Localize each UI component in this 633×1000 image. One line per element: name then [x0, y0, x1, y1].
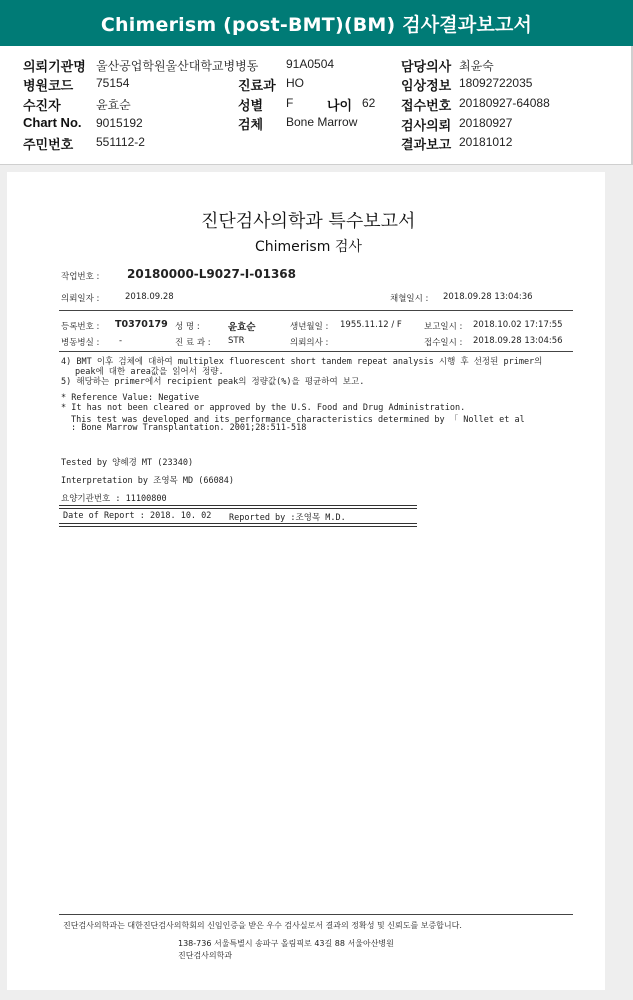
institution-label: 의뢰기관명 — [23, 59, 86, 74]
care-institution-no: 요양기관번호 : 11100800 — [61, 494, 167, 504]
clinic-label: 진 료 과 : — [175, 338, 211, 348]
rule-2 — [59, 351, 573, 352]
clinical-info-value: 18092722035 — [459, 76, 533, 90]
ordering-doctor-label: 의뢰의사 : — [290, 338, 329, 348]
name-value: 윤효순 — [228, 322, 256, 333]
specimen-value: Bone Marrow — [286, 115, 358, 129]
rule-1 — [59, 310, 573, 311]
request-date-value-doc: 2018.09.28 — [125, 292, 174, 302]
request-date-label: 검사의뢰 — [401, 118, 452, 133]
request-date-value: 20180927 — [459, 116, 513, 130]
tested-by: Tested by 양혜경 MT (23340) — [61, 458, 194, 468]
reference-value: * Reference Value: Negative — [61, 393, 200, 403]
rule-4 — [59, 523, 417, 527]
patient-info-header — [0, 46, 633, 165]
scanned-report-page — [7, 172, 605, 990]
interpretation-by: Interpretation by 조영목 MD (66084) — [61, 476, 235, 486]
sex-label: 성별 — [238, 98, 264, 113]
note-5: 5) 해당하는 primer에서 recipient peak의 정량값(%)을 평균하여 보고. — [61, 377, 365, 387]
birth-label: 생년월일 : — [290, 322, 329, 332]
report-title: 진단검사의학과 특수보고서 — [201, 211, 416, 232]
clinical-info-label: 임상정보 — [401, 78, 452, 93]
report-date-value: 20181012 — [459, 135, 513, 149]
footer-address: 138-736 서울특별시 송파구 올림픽로 43길 88 서울아산병원 — [178, 939, 394, 948]
date-of-report: Date of Report : 2018. 10. 02 — [63, 511, 212, 521]
reported-by: Reported by :조영목 M.D. — [229, 513, 346, 523]
age-value: 62 — [362, 96, 376, 110]
doctor-value: 최윤숙 — [459, 59, 494, 73]
clinic-value: STR — [228, 336, 245, 346]
receive-time-label: 접수일시 : — [424, 338, 463, 348]
note-4-line-2: peak에 대한 area값을 읽어서 정량. — [75, 367, 224, 377]
sex-value: F — [286, 96, 294, 110]
window-title: Chimerism (post-BMT)(BM) 검사결과보고서 — [100, 13, 533, 36]
footer-certification: 진단검사의학과는 대한진단검사의학회의 신임인증을 받은 우수 검사실로서 결과의 정확성 및 신뢰도를 보증합니다. — [63, 921, 462, 930]
institution-value: 울산공업학원울산대학교병병동 — [96, 59, 259, 73]
report-time-value: 2018.10.02 17:17:55 — [473, 320, 563, 330]
patient-value: 윤효순 — [96, 98, 131, 112]
ward-value: - — [119, 336, 123, 346]
doctor-label: 담당의사 — [401, 59, 452, 74]
age-label: 나이 — [327, 98, 353, 113]
birth-value: 1955.11.12 / F — [340, 320, 402, 330]
hospital-code-value: 75154 — [96, 76, 130, 90]
report-time-label: 보고일시 : — [424, 322, 463, 332]
collect-date-label: 채혈일시 : — [390, 294, 429, 304]
disclaimer-line-1: * It has not been cleared or approved by the U.S. Food and Drug Administration. — [61, 403, 466, 413]
specimen-label: 검체 — [238, 117, 264, 132]
report-subtitle: Chimerism 검사 — [255, 239, 362, 255]
receipt-no-label: 접수번호 — [401, 98, 452, 113]
collect-date-value: 2018.09.28 13:04:36 — [443, 292, 533, 302]
resident-no-value: 551112-2 — [96, 135, 145, 149]
name-label: 성 명 : — [175, 322, 200, 332]
work-no-label: 작업번호 : — [61, 272, 100, 282]
institution-code: 91A0504 — [286, 57, 335, 71]
reg-no-label: 등록번호 : — [61, 322, 100, 332]
work-no-value: 20180000-L9027-I-01368 — [127, 267, 296, 281]
resident-no-label: 주민번호 — [23, 137, 74, 152]
receipt-no-value: 20180927-64088 — [459, 96, 550, 110]
window-title-bar — [0, 0, 633, 46]
request-date-label-doc: 의뢰일자 : — [61, 294, 100, 304]
hospital-code-label: 병원코드 — [23, 78, 74, 93]
receive-time-value: 2018.09.28 13:04:56 — [473, 336, 563, 346]
footer-department: 진단검사의학과 — [178, 951, 233, 960]
viewer-scroll-area[interactable] — [605, 172, 631, 990]
report-date-label: 결과보고 — [401, 137, 452, 152]
reg-no-value: T0370179 — [115, 319, 168, 330]
ward-label: 병동병실 : — [61, 338, 100, 348]
dept-value: HO — [286, 76, 304, 90]
disclaimer-line-2: This test was developed and its performance characteristics determined by 「 Nollet et al — [71, 415, 525, 425]
chart-no-value: 9015192 — [96, 116, 143, 130]
note-4-line-1: 4) BMT 이후 검체에 대하여 multiplex fluorescent short tandem repeat analysis 시행 후 선정된 primer의 — [61, 357, 543, 367]
patient-label: 수진자 — [23, 98, 61, 113]
rule-3 — [59, 505, 417, 509]
dept-label: 진료과 — [238, 78, 276, 93]
footer-rule — [59, 914, 573, 915]
chart-no-label: Chart No. — [23, 115, 82, 130]
disclaimer-line-3: : Bone Marrow Transplantation. 2001;28:511-518 — [71, 423, 307, 433]
